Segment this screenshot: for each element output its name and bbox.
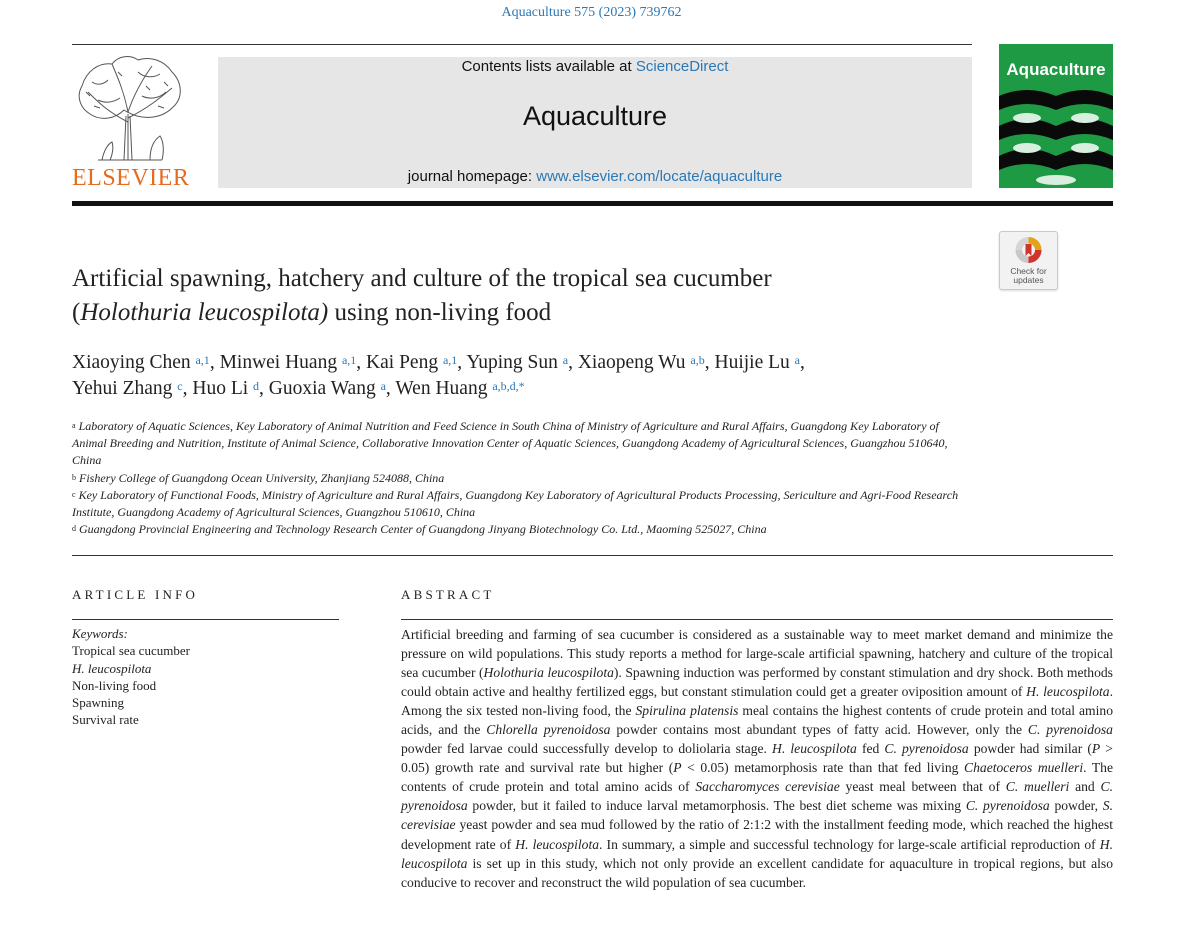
abstract-italic-term: H. leucospilota xyxy=(1026,684,1110,700)
abstract-italic-term: P xyxy=(673,760,682,776)
author-name[interactable]: Yehui Zhang xyxy=(72,378,173,399)
author-separator: , xyxy=(356,352,367,373)
affiliation-mark: c xyxy=(72,489,76,499)
journal-title: Aquaculture xyxy=(522,101,668,131)
author-affiliation-marks[interactable]: a,1 xyxy=(341,353,357,367)
keyword-item: Non-living food xyxy=(72,677,157,693)
article-info-divider xyxy=(72,619,339,620)
keywords-section xyxy=(72,625,332,729)
top-divider xyxy=(72,44,972,45)
author-affiliation-marks[interactable]: c xyxy=(177,379,183,393)
header-thick-divider xyxy=(72,201,1113,206)
author-7[interactable] xyxy=(72,378,183,399)
homepage-line xyxy=(218,168,972,185)
author-affiliation-marks[interactable]: a xyxy=(380,379,386,393)
author-list xyxy=(72,350,992,402)
title-paren-open: ( xyxy=(72,299,81,326)
journal-homepage-link[interactable]: www.elsevier.com/locate/aquaculture xyxy=(536,168,783,185)
abstract-divider xyxy=(401,619,1113,620)
abstract-segment: is set up in this study, which not only provide an excellent candidate for aquaculture in tropical regions, but also conducive to recover and reconstruct the wild population of sea cucumber. xyxy=(401,855,1113,890)
abstract-segment: < 0.05) metamorphosis rate than that fed living xyxy=(681,760,965,776)
affiliation-mark: d xyxy=(72,524,76,534)
author-separator: , xyxy=(568,352,578,373)
author-affiliation-marks[interactable]: a xyxy=(562,353,569,367)
article-info-heading: ARTICLE INFO xyxy=(72,587,199,602)
journal-cover[interactable] xyxy=(999,44,1113,188)
article-title-line2 xyxy=(72,296,972,330)
keyword-item: H. leucospilota xyxy=(72,660,152,676)
abstract-segment: Artificial breeding and farming of sea cucumber is considered as a sustainable way to meet market demand and minimize the pressure on wild populations. This study reports a method for large-scale artificial spawning, hatchery and culture of the tropical sea cucumber ( xyxy=(401,627,1113,681)
abstract-segment: . The contents of crude protein and total amino acids of xyxy=(401,760,1113,795)
author-2[interactable] xyxy=(220,352,357,373)
author-affiliation-marks[interactable]: a,1 xyxy=(195,353,210,367)
affiliation-a xyxy=(72,418,972,470)
abstract-italic-term: Spirulina platensis xyxy=(635,703,739,719)
abstract-segment: powder contains most abundant types of fatty acid. However, only the xyxy=(610,722,1028,738)
abstract-text xyxy=(401,625,1113,892)
check-updates-icon xyxy=(1000,232,1057,268)
elsevier-tree-icon xyxy=(68,52,192,164)
article-title xyxy=(72,262,972,330)
abstract-italic-term: C. pyrenoidosa xyxy=(401,779,1113,814)
author-1[interactable] xyxy=(72,352,210,373)
abstract-segment: and xyxy=(1069,779,1101,795)
author-affiliation-marks[interactable]: a,b,d,* xyxy=(492,379,525,393)
abstract-segment: powder had similar ( xyxy=(968,741,1092,757)
author-name[interactable]: Huo Li xyxy=(192,378,249,399)
keyword-item: Tropical sea cucumber xyxy=(72,643,190,659)
elsevier-logo[interactable] xyxy=(68,52,192,192)
abstract-heading: ABSTRACT xyxy=(401,587,495,602)
abstract-italic-term: S. cerevisiae xyxy=(401,798,1113,833)
author-separator: , xyxy=(259,378,269,399)
journal-banner xyxy=(218,57,972,188)
affiliation-mark: b xyxy=(72,472,76,482)
contents-prefix: Contents lists available at xyxy=(461,58,636,75)
homepage-prefix: journal homepage: xyxy=(407,168,537,185)
abstract-segment: meal contains the highest contents of crude protein and total amino acids, and the xyxy=(401,703,1113,738)
abstract-segment: . Among the six tested non-living food, the xyxy=(401,684,1113,719)
author-9[interactable] xyxy=(269,378,386,399)
publisher-name: ELSEVIER xyxy=(72,165,190,191)
abstract-italic-term: C. muelleri xyxy=(1005,779,1070,795)
author-separator: , xyxy=(182,378,193,399)
article-title-line1: Artificial spawning, hatchery and culture of the tropical sea cucumber xyxy=(72,265,772,292)
abstract-segment: fed xyxy=(856,741,885,757)
author-3[interactable] xyxy=(366,352,457,373)
author-name[interactable]: Minwei Huang xyxy=(219,352,338,373)
abstract-italic-term: Saccharomyces cerevisiae xyxy=(695,779,840,795)
abstract-italic-term: H. leucospilota xyxy=(515,836,600,852)
author-name[interactable]: Guoxia Wang xyxy=(268,378,376,399)
keyword-item: Survival rate xyxy=(72,712,139,728)
abstract-italic-term: H. leucospilota xyxy=(772,741,857,757)
abstract-italic-term: P xyxy=(1091,741,1101,757)
author-separator: , xyxy=(385,378,396,399)
affiliation-text: Laboratory of Aquatic Sciences, Key Laboratory of Animal Nutrition and Feed Science in South China of Ministry of Agriculture and Rural Affairs, Guangdong Key Laboratory of Animal Breeding and Nutrition, Institute of Animal Science, Collaborative Innovation Center of Aquatic Sciences, Guangdong Academy of Agricultural Sciences, Guangzhou 510640, China xyxy=(72,419,948,468)
keywords-label: Keywords: xyxy=(72,626,128,641)
keyword-list xyxy=(72,642,332,728)
affiliation-b xyxy=(72,470,972,487)
abstract-italic-term: C. pyrenoidosa xyxy=(1027,722,1113,738)
author-separator: , xyxy=(704,352,715,373)
keyword-item: Spawning xyxy=(72,695,124,711)
author-affiliation-marks[interactable]: a,b xyxy=(690,353,705,367)
affiliation-text: Key Laboratory of Functional Foods, Ministry of Agriculture and Rural Affairs, Guangdong Key Laboratory of Agricultural Products Processing, Sericulture and Agri-Food Research Institute, Guangdong Academy of Agricultural Sciences, Guangzhou 510610, China xyxy=(72,487,959,520)
affiliation-d xyxy=(72,521,972,538)
abstract-italic-term: H. leucospilota xyxy=(401,836,1113,871)
abstract-segment: powder, but it failed to induce larval metamorphosis. The best diet scheme was mixing xyxy=(467,798,966,814)
abstract-segment: . In summary, a simple and successful technology for large-scale artificial reproduction of xyxy=(599,836,1100,852)
author-name[interactable]: Yuping Sun xyxy=(466,352,558,373)
author-separator: , xyxy=(799,352,805,373)
author-6[interactable] xyxy=(715,352,800,373)
author-affiliation-marks[interactable]: d xyxy=(253,379,260,393)
cover-art-icon xyxy=(999,86,1113,188)
abstract-segment: yeast meal between that of xyxy=(839,779,1006,795)
author-10[interactable] xyxy=(395,378,524,399)
affiliation-mark: a xyxy=(72,421,76,430)
author-affiliation-marks[interactable]: a xyxy=(794,353,800,367)
journal-reference-link[interactable]: Aquaculture 575 (2023) 739762 xyxy=(501,5,682,20)
abstract-italic-term: Chaetoceros muelleri xyxy=(964,760,1084,776)
title-line2-rest: using non-living food xyxy=(328,299,552,326)
affiliation-text: Guangdong Provincial Engineering and Technology Research Center of Guangdong Jinyang Biotechnology Co. Ltd., Maoming 525027, China xyxy=(79,522,767,537)
author-separator: , xyxy=(209,352,220,373)
author-4[interactable] xyxy=(466,352,568,373)
affiliation-c xyxy=(72,487,972,521)
author-name[interactable]: Kai Peng xyxy=(366,352,439,373)
abstract-segment: powder, xyxy=(1049,798,1103,814)
abstract-italic-term: Chlorella pyrenoidosa xyxy=(486,722,611,738)
check-updates-line2: updates xyxy=(1013,275,1044,285)
check-updates-label xyxy=(1000,267,1057,285)
affiliation-divider xyxy=(72,555,1113,556)
abstract-segment: yeast powder and sea mud followed by the ratio of 2:1:2 with the installment feeding mode, which reached the highest development rate of xyxy=(401,817,1113,852)
author-name[interactable]: Wen Huang xyxy=(395,378,488,399)
affiliation-list xyxy=(72,418,972,538)
affiliation-text: Fishery College of Guangdong Ocean University, Zhanjiang 524088, China xyxy=(79,470,445,485)
abstract-italic-term: C. pyrenoidosa xyxy=(884,741,969,757)
contents-line xyxy=(218,58,972,75)
author-name[interactable]: Xiaopeng Wu xyxy=(577,352,686,373)
author-5[interactable] xyxy=(578,352,705,373)
author-separator: , xyxy=(457,352,467,373)
title-species-name: Holothuria leucospilota) xyxy=(80,299,329,326)
author-name[interactable]: Xiaoying Chen xyxy=(72,352,191,373)
abstract-segment: powder fed larvae could successfully develop to doliolaria stage. xyxy=(401,741,773,757)
author-name[interactable]: Huijie Lu xyxy=(714,352,790,373)
cover-title: Aquaculture xyxy=(1006,60,1106,79)
abstract-italic-term: Holothuria leucospilota xyxy=(483,665,614,681)
sciencedirect-link[interactable]: ScienceDirect xyxy=(635,58,729,75)
abstract-segment: ). Spawning induction was performed by constant stimulation and dry shock. Both methods could obtain active and healthy fertilized eggs, but constant stimulation could get a greater oviposition amount of xyxy=(401,665,1113,700)
check-updates-line1: Check for xyxy=(1010,266,1047,276)
abstract-segment: > 0.05) growth rate and survival rate but higher ( xyxy=(401,741,1113,776)
author-affiliation-marks[interactable]: a,1 xyxy=(442,353,458,367)
abstract-italic-term: C. pyrenoidosa xyxy=(965,798,1050,814)
check-for-updates-button[interactable] xyxy=(999,231,1058,290)
author-8[interactable] xyxy=(192,378,259,399)
